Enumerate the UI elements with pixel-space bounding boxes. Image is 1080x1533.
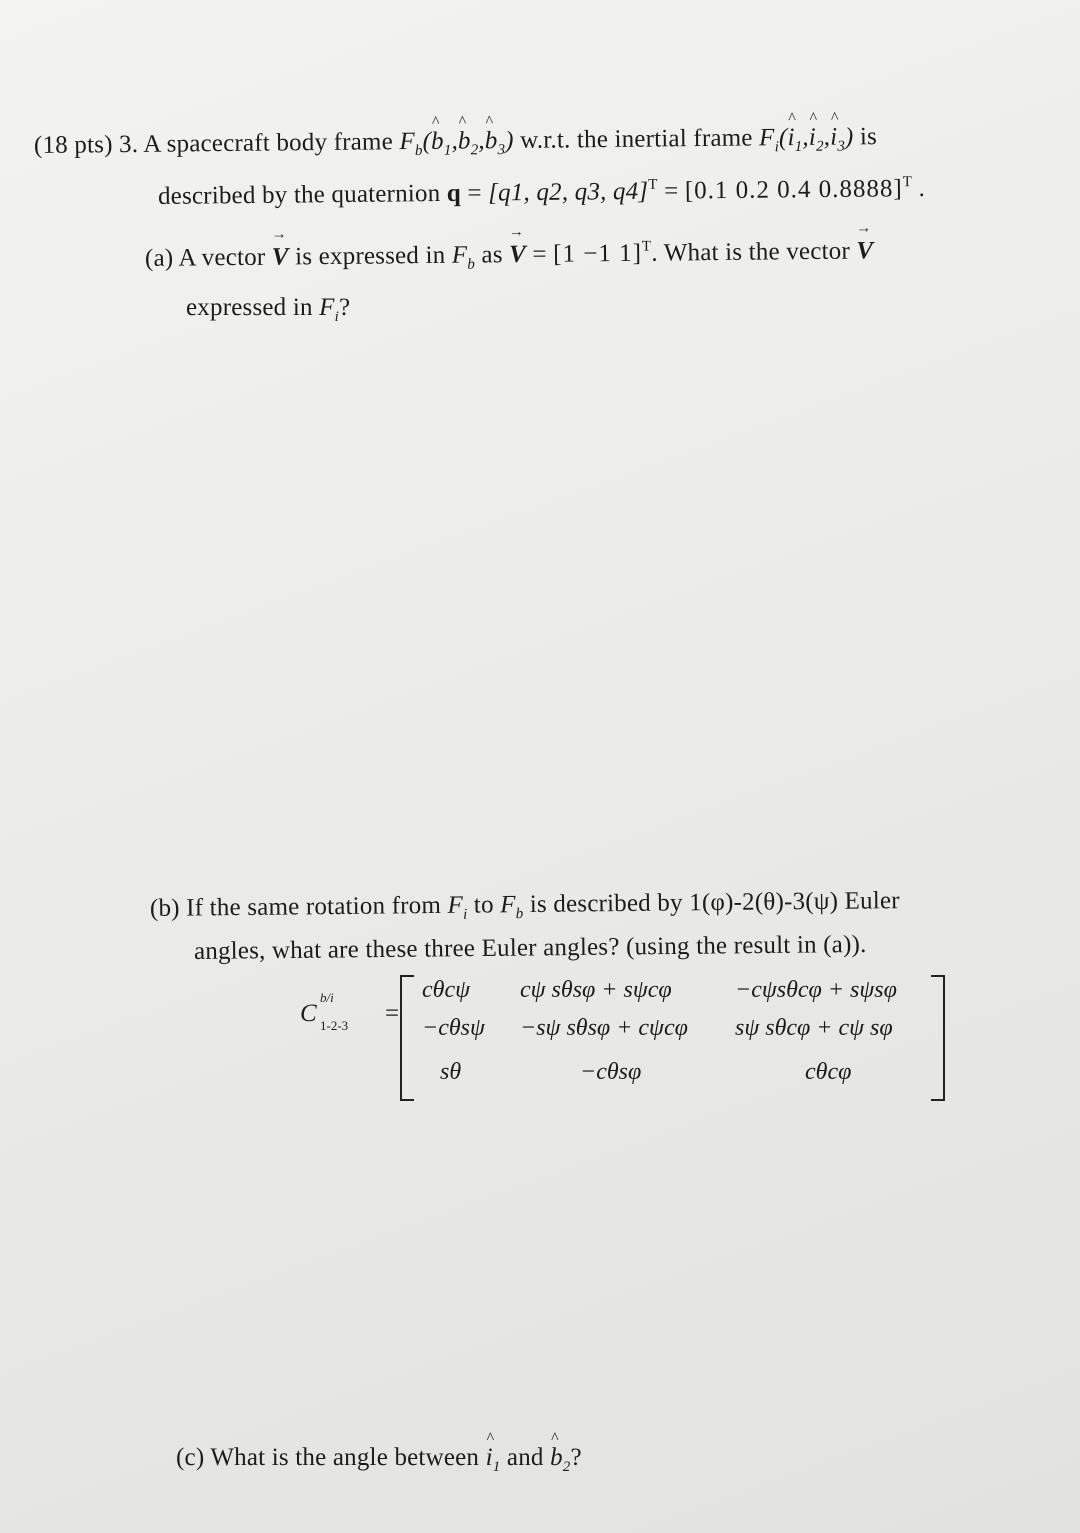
- rotation-matrix: [400, 975, 945, 1097]
- part-a-expressed-text: is expressed in: [295, 241, 446, 271]
- matrix-superscript: b/i: [320, 990, 334, 1005]
- problem-header: (18 pts) 3. A spacecraft body frame $F_b(\^{}$ $b_1,\^{}$ $b_2,\^{}$ $b_3$) w.r.t. the inertial frame $F_i(\^{}$ $i_1,\^{}$ $i_2,\^{}$ $i_3$) is: [34, 123, 877, 164]
- problem-is-text: is: [859, 123, 878, 151]
- part-b-line: (b) If the same rotation from $F_i$ to $F_b$ is described by 1(φ)-2(θ)-3(ψ) Euler: [149, 887, 900, 923]
- part-a-line: (a) A vector → V is expressed in $F_b$ as → V = [1 −1 1]$^T$. What is the vector → V: [145, 236, 874, 277]
- matrix-cell: sθ: [440, 1059, 462, 1085]
- quaternion-values: [0.1 0.2 0.4 0.8888]: [684, 175, 903, 205]
- matrix-cell: −cψsθcφ + sψsφ: [735, 977, 897, 1003]
- part-b-question-text: angles, what are these three Euler angles? (using the result in (a)).: [193, 930, 867, 965]
- matrix-cell: cθcψ: [422, 977, 470, 1003]
- part-c-question-mark: ?: [570, 1444, 582, 1471]
- part-b-label: (b) If the same rotation from: [149, 891, 442, 922]
- part-b-line-2: [194, 931, 867, 966]
- matrix-cell: −cθsφ: [580, 1059, 642, 1085]
- part-c-question-text: (c) What is the angle between: [176, 1444, 480, 1471]
- matrix-cell: −cθsψ: [422, 1015, 485, 1041]
- part-a-as-text: as: [481, 241, 503, 269]
- part-a-label: (a) A vector: [144, 243, 266, 272]
- vector-values: [1 −1 1]: [553, 239, 643, 268]
- quaternion-symbols: [q1, q2, q3, q4]: [487, 177, 649, 207]
- matrix-subscript: 1-2-3: [320, 1018, 349, 1033]
- problem-inertial-text: w.r.t. the inertial frame: [520, 124, 753, 154]
- problem-intro-text: (18 pts) 3. A spacecraft body frame: [33, 128, 394, 159]
- matrix-symbol: C: [300, 1000, 317, 1027]
- part-a-question-mark: ?: [338, 294, 351, 321]
- matrix-cell: sψ sθcφ + cψ sφ: [735, 1015, 893, 1041]
- part-b-to-text: to: [473, 891, 494, 919]
- matrix-cell: cψ sθsφ + sψcφ: [520, 977, 672, 1003]
- part-a-line-2: expressed in $F_i$?: [186, 294, 351, 325]
- matrix-cell: cθcφ: [805, 1059, 852, 1085]
- part-b-euler-text: is described by 1(φ)-2(θ)-3(ψ) Euler: [529, 887, 900, 919]
- part-c-and-text: and: [506, 1444, 544, 1471]
- part-a-question-text: . What is the vector: [651, 237, 851, 267]
- quaternion-intro-text: described by the quaternion: [157, 180, 441, 210]
- quaternion-line: described by the quaternion q = [q1, q2, q3, q4]$^T$ = [0.1 0.2 0.4 0.8888]$^T$ .: [157, 174, 926, 210]
- matrix-bracket-right: [931, 975, 945, 1101]
- part-c-line: (c) What is the angle between ^ $i_1$ and ^ $b_2$?: [176, 1444, 582, 1476]
- part-a-expressed-in: expressed in: [186, 294, 313, 321]
- matrix-bracket-left: [400, 975, 414, 1101]
- matrix-label: [300, 990, 400, 1033]
- matrix-cell: −sψ sθsφ + cψcφ: [520, 1015, 688, 1041]
- matrix-equals: =: [385, 1000, 400, 1027]
